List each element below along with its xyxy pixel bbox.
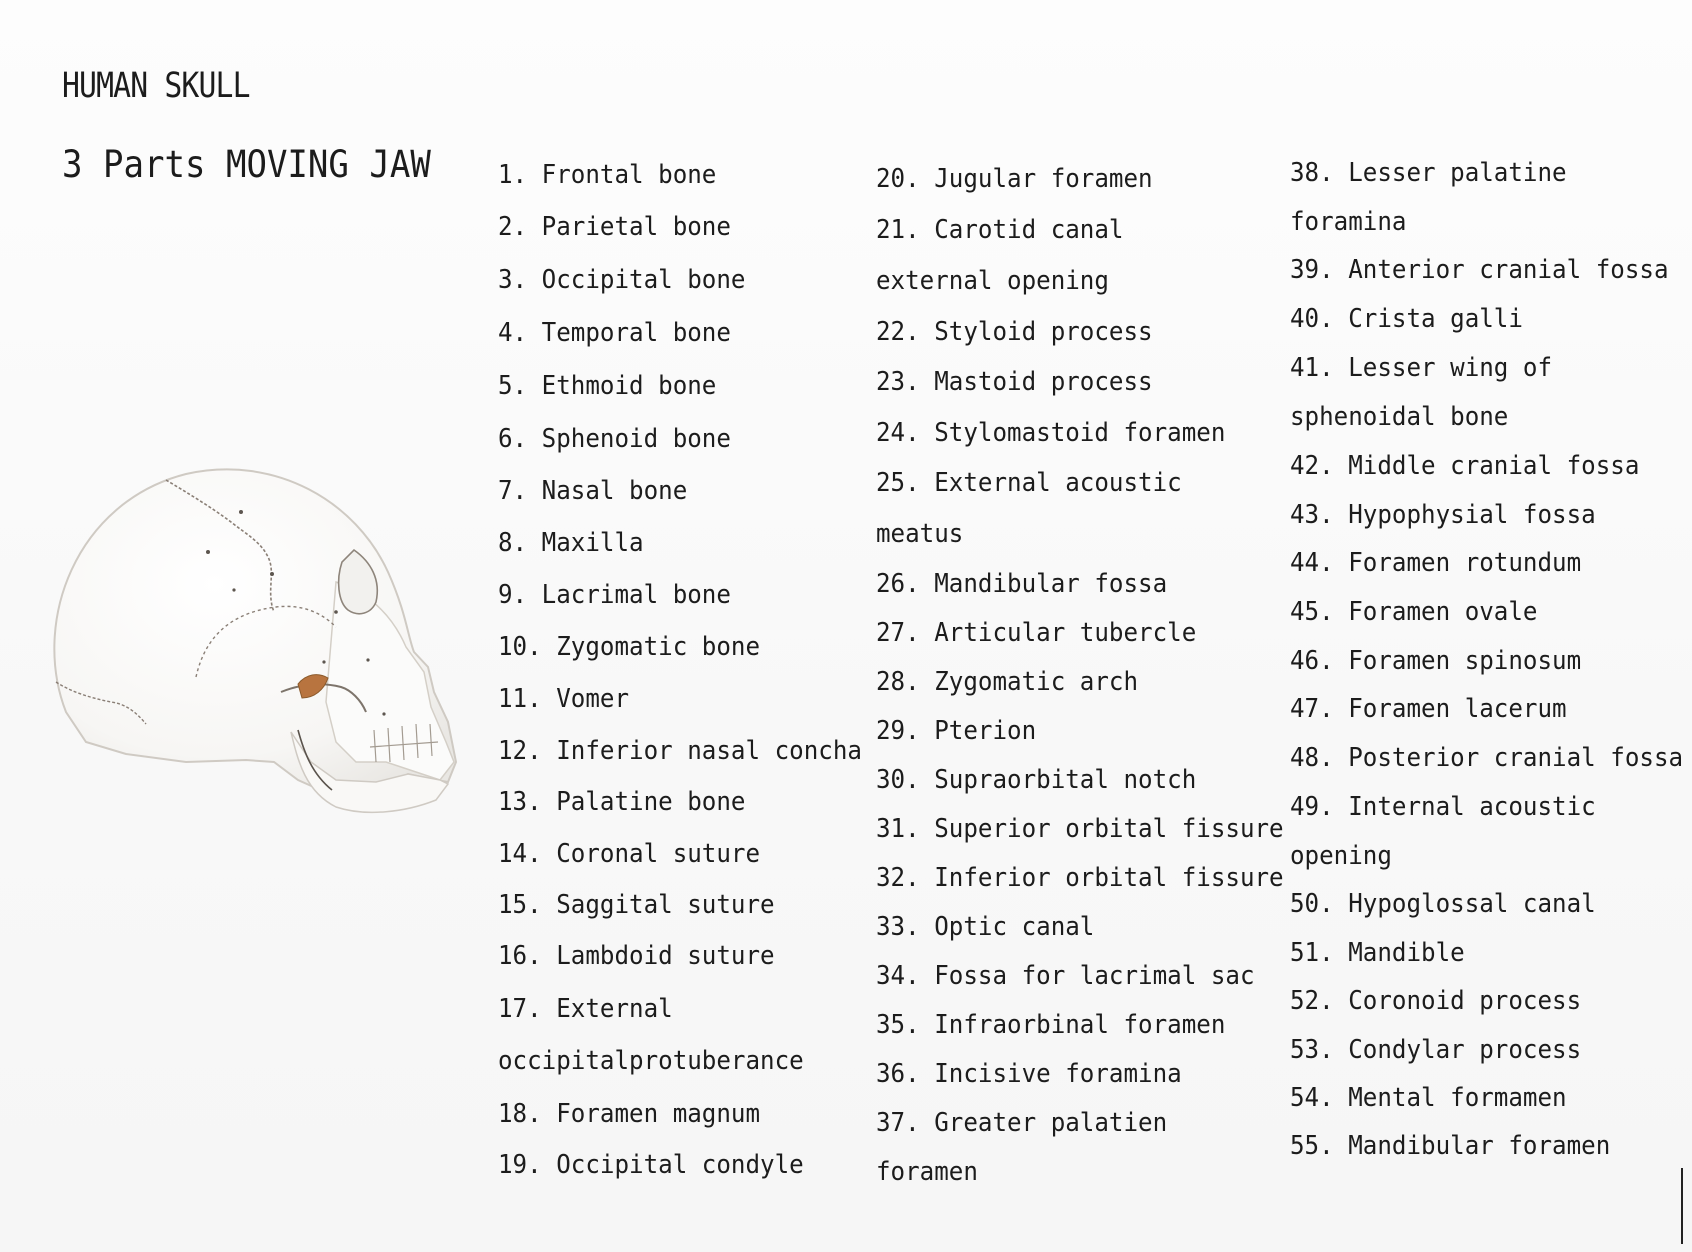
legend-item: 26. Mandibular fossa <box>876 569 1168 599</box>
legend-item: 25. External acoustic <box>876 468 1182 498</box>
legend-item: 6. Sphenoid bone <box>498 424 731 454</box>
legend-item: 3. Occipital bone <box>498 265 746 295</box>
legend-item: external opening <box>876 266 1109 296</box>
legend-item: 37. Greater palatien <box>876 1108 1168 1138</box>
legend-item: 9. Lacrimal bone <box>498 580 731 610</box>
skull-lateral-illustration <box>36 462 486 842</box>
legend-item: 55. Mandibular foramen <box>1290 1131 1611 1161</box>
legend-item: 24. Stylomastoid foramen <box>876 418 1226 448</box>
legend-item: 50. Hypoglossal canal <box>1290 889 1596 919</box>
legend-item: sphenoidal bone <box>1290 402 1509 432</box>
legend-item: 47. Foramen lacerum <box>1290 694 1567 724</box>
legend-item: 20. Jugular foramen <box>876 164 1153 194</box>
legend-item: occipitalprotuberance <box>498 1046 804 1076</box>
legend-item: opening <box>1290 841 1392 871</box>
legend-item: 14. Coronal suture <box>498 839 761 869</box>
legend-item: 10. Zygomatic bone <box>498 632 761 662</box>
legend-item: 12. Inferior nasal concha <box>498 736 862 766</box>
legend-item: 7. Nasal bone <box>498 476 688 506</box>
legend-item: 42. Middle cranial fossa <box>1290 451 1640 481</box>
legend-item: 41. Lesser wing of <box>1290 353 1553 383</box>
legend-item: 34. Fossa for lacrimal sac <box>876 961 1255 991</box>
legend-item: 29. Pterion <box>876 716 1037 746</box>
legend-item: 19. Occipital condyle <box>498 1150 804 1180</box>
legend-item: 53. Condylar process <box>1290 1035 1582 1065</box>
legend-item: 21. Carotid canal <box>876 215 1124 245</box>
legend-item: 52. Coronoid process <box>1290 986 1582 1016</box>
legend-item: 5. Ethmoid bone <box>498 371 717 401</box>
legend-item: 27. Articular tubercle <box>876 618 1197 648</box>
legend-item: 54. Mental formamen <box>1290 1083 1567 1113</box>
legend-item: 16. Lambdoid suture <box>498 941 775 971</box>
legend-item: 49. Internal acoustic <box>1290 792 1596 822</box>
legend-item: 39. Anterior cranial fossa <box>1290 255 1669 285</box>
legend-item: 43. Hypophysial fossa <box>1290 500 1596 530</box>
legend-item: 45. Foramen ovale <box>1290 597 1538 627</box>
legend-item: 28. Zygomatic arch <box>876 667 1139 697</box>
legend-item: 1. Frontal bone <box>498 160 717 190</box>
legend-item: 22. Styloid process <box>876 317 1153 347</box>
legend-item: 2. Parietal bone <box>498 212 731 242</box>
legend-item: 15. Saggital suture <box>498 890 775 920</box>
legend-item: 13. Palatine bone <box>498 787 746 817</box>
legend-item: foramen <box>876 1157 978 1187</box>
legend-item: 23. Mastoid process <box>876 367 1153 397</box>
page-edge-line <box>1681 1168 1683 1244</box>
legend-item: 38. Lesser palatine <box>1290 158 1567 188</box>
legend-item: 32. Inferior orbital fissure <box>876 863 1284 893</box>
legend-item: 35. Infraorbinal foramen <box>876 1010 1226 1040</box>
legend-item: foramina <box>1290 207 1407 237</box>
legend-item: 4. Temporal bone <box>498 318 731 348</box>
legend-item: 11. Vomer <box>498 684 630 714</box>
legend-item: 51. Mandible <box>1290 938 1465 968</box>
page-title: HUMAN SKULL <box>62 66 250 106</box>
legend-item: 17. External <box>498 994 673 1024</box>
legend-item: 44. Foramen rotundum <box>1290 548 1582 578</box>
legend-item: 8. Maxilla <box>498 528 644 558</box>
legend-item: 40. Crista galli <box>1290 304 1523 334</box>
legend-item: 30. Supraorbital notch <box>876 765 1197 795</box>
legend-item: meatus <box>876 519 964 549</box>
page-subtitle: 3 Parts MOVING JAW <box>62 143 431 186</box>
legend-item: 36. Incisive foramina <box>876 1059 1182 1089</box>
legend-item: 33. Optic canal <box>876 912 1095 942</box>
legend-item: 48. Posterior cranial fossa <box>1290 743 1684 773</box>
legend-item: 31. Superior orbital fissure <box>876 814 1284 844</box>
legend-item: 18. Foramen magnum <box>498 1099 761 1129</box>
legend-item: 46. Foramen spinosum <box>1290 646 1582 676</box>
